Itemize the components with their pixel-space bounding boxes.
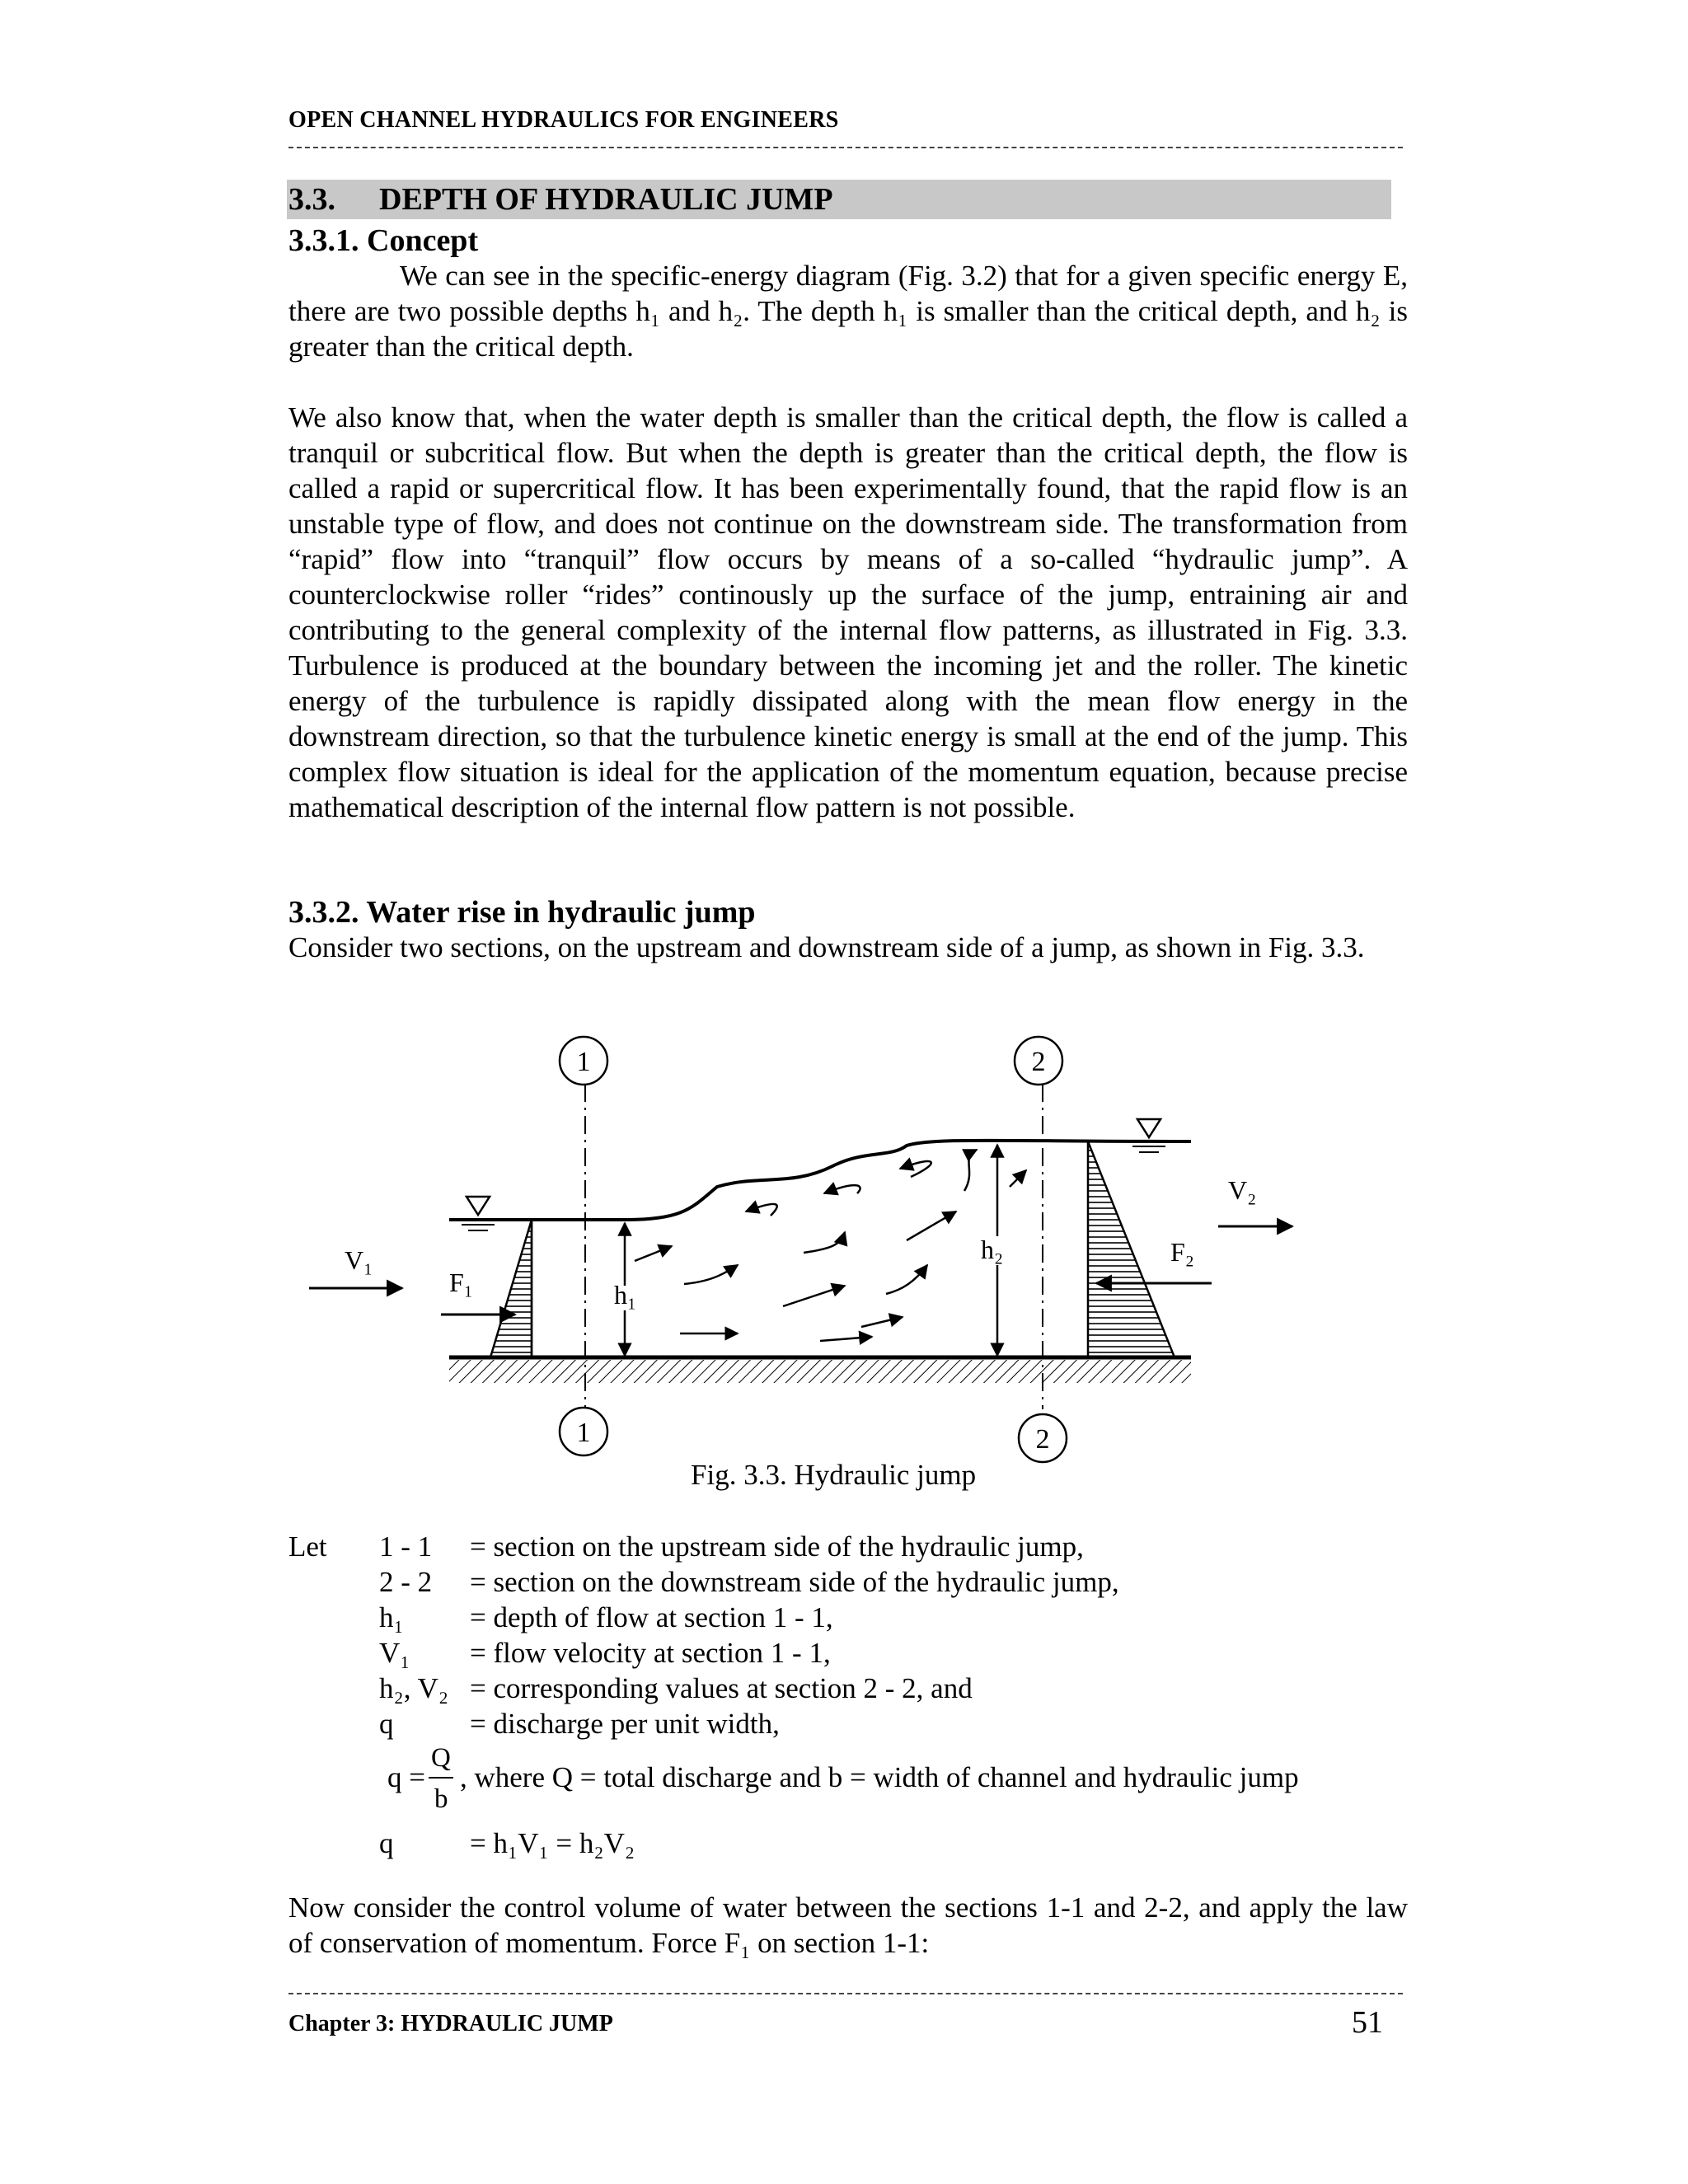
- downstream-pressure-diagram: [1088, 1141, 1175, 1357]
- footer-chapter: Chapter 3: HYDRAULIC JUMP: [288, 2011, 613, 2036]
- def-desc-1: = section on the upstream side of the hydraulic jump,: [470, 1530, 1084, 1563]
- def-sym-q: q: [379, 1827, 394, 1859]
- definitions-let: Let: [288, 1530, 327, 1563]
- def-desc-2: = section on the downstream side of the hydraulic jump,: [470, 1566, 1119, 1598]
- flow-pattern-arrows: [635, 1150, 1026, 1341]
- section-label-2-bottom: 2: [1035, 1424, 1050, 1455]
- section-title: DEPTH OF HYDRAULIC JUMP: [379, 182, 833, 217]
- paragraph-control-volume: Now consider the control volume of water between the sections 1-1 and 2-2, and apply the law of conservation of momentum. Force F₁ on section 1-1:: [288, 1891, 1408, 1959]
- v2-label: V₂: [1228, 1175, 1257, 1205]
- def-desc-6: = discharge per unit width,: [470, 1708, 780, 1740]
- section-label-1-top: 1: [576, 1047, 591, 1077]
- paragraph-concept-2: We also know that, when the water depth is smaller than the critical depth, the flow is called a tranquil or subcritical flow. But when the depth is greater than the critical depth, the flow is called a rapid or supercritical flow. It has been experimentally found, that the rapid flow is an unstable type of flow, and does not continue on the downstream side. The transformation from “rapid” flow into “tranquil” flow occurs by means of a so-called “hydraulic jump”. A counterclockwise roller “rides” continously up the surface of the jump, entraining air and contributing to the general complexity of the internal flow patterns, as illustrated in Fig. 3.3. Turbulence is produced at the boundary between the incoming jet and the roller. The kinetic energy of the turbulence is rapidly dissipated along with the mean flow energy in the downstream direction, so that the turbulence kinetic energy is small at the end of the jump. This complex flow situation is ideal for the application of the momentum equation, because precise mathematical description of the internal flow pattern is not possible.: [288, 401, 1408, 823]
- figure-caption: Fig. 3.3. Hydraulic jump: [691, 1459, 977, 1491]
- def-desc-4: = flow velocity at section 1 - 1,: [470, 1637, 831, 1669]
- def-sym-5: h₂, V₂: [379, 1672, 449, 1704]
- h1-label: h₁: [614, 1280, 637, 1310]
- formula-numerator: Q: [431, 1743, 451, 1773]
- upstream-pressure-diagram: [490, 1220, 532, 1357]
- formula-lhs: q =: [387, 1761, 425, 1793]
- page-number: 51: [1352, 2005, 1383, 2040]
- bed-hatching: [449, 1360, 1191, 1383]
- formula-fraction-bar: [429, 1777, 453, 1779]
- water-level-symbol-upstream: [462, 1197, 495, 1230]
- f1-label: F₁: [449, 1268, 473, 1297]
- running-header: OPEN CHANNEL HYDRAULICS FOR ENGINEERS: [288, 107, 839, 133]
- def-sym-6: q: [379, 1708, 394, 1740]
- formula-denominator: b: [434, 1784, 448, 1814]
- v1-label: V₁: [345, 1245, 373, 1275]
- subsection-water-rise-title: 3.3.2. Water rise in hydraulic jump: [288, 895, 756, 930]
- def-desc-3: = depth of flow at section 1 - 1,: [470, 1601, 833, 1633]
- water-surface: [449, 1141, 1191, 1220]
- paragraph-water-rise: Consider two sections, on the upstream and downstream side of a jump, as shown in Fig. 3.3.: [288, 931, 1365, 963]
- formula-description: , where Q = total discharge and b = width of channel and hydraulic jump: [460, 1761, 1299, 1793]
- subsection-concept-title: 3.3.1. Concept: [288, 223, 479, 258]
- def-sym-4: V₁: [379, 1637, 410, 1669]
- paragraph-concept-1-text: We can see in the specific-energy diagram (Fig. 3.2) that for a given specific energy E, there are two possible depths h₁ and h₂. The depth h₁ is smaller than the critical depth, and h₂ is greater than the critical depth.: [288, 260, 1408, 363]
- def-desc-5: = corresponding values at section 2 - 2, and: [470, 1672, 973, 1704]
- f2-label: F₂: [1170, 1237, 1194, 1267]
- water-level-symbol-downstream: [1132, 1119, 1165, 1152]
- def-desc-q: = h₁V₁ = h₂V₂: [470, 1827, 635, 1859]
- def-sym-2: 2 - 2: [379, 1566, 433, 1598]
- def-sym-1: 1 - 1: [379, 1530, 433, 1563]
- section-label-1-bottom: 1: [576, 1418, 591, 1448]
- section-number: 3.3.: [288, 182, 335, 217]
- footer-divider: [288, 1993, 1403, 1994]
- h2-label: h₂: [981, 1235, 1004, 1264]
- section-label-2-top: 2: [1031, 1047, 1046, 1077]
- def-sym-3: h₁: [379, 1601, 404, 1633]
